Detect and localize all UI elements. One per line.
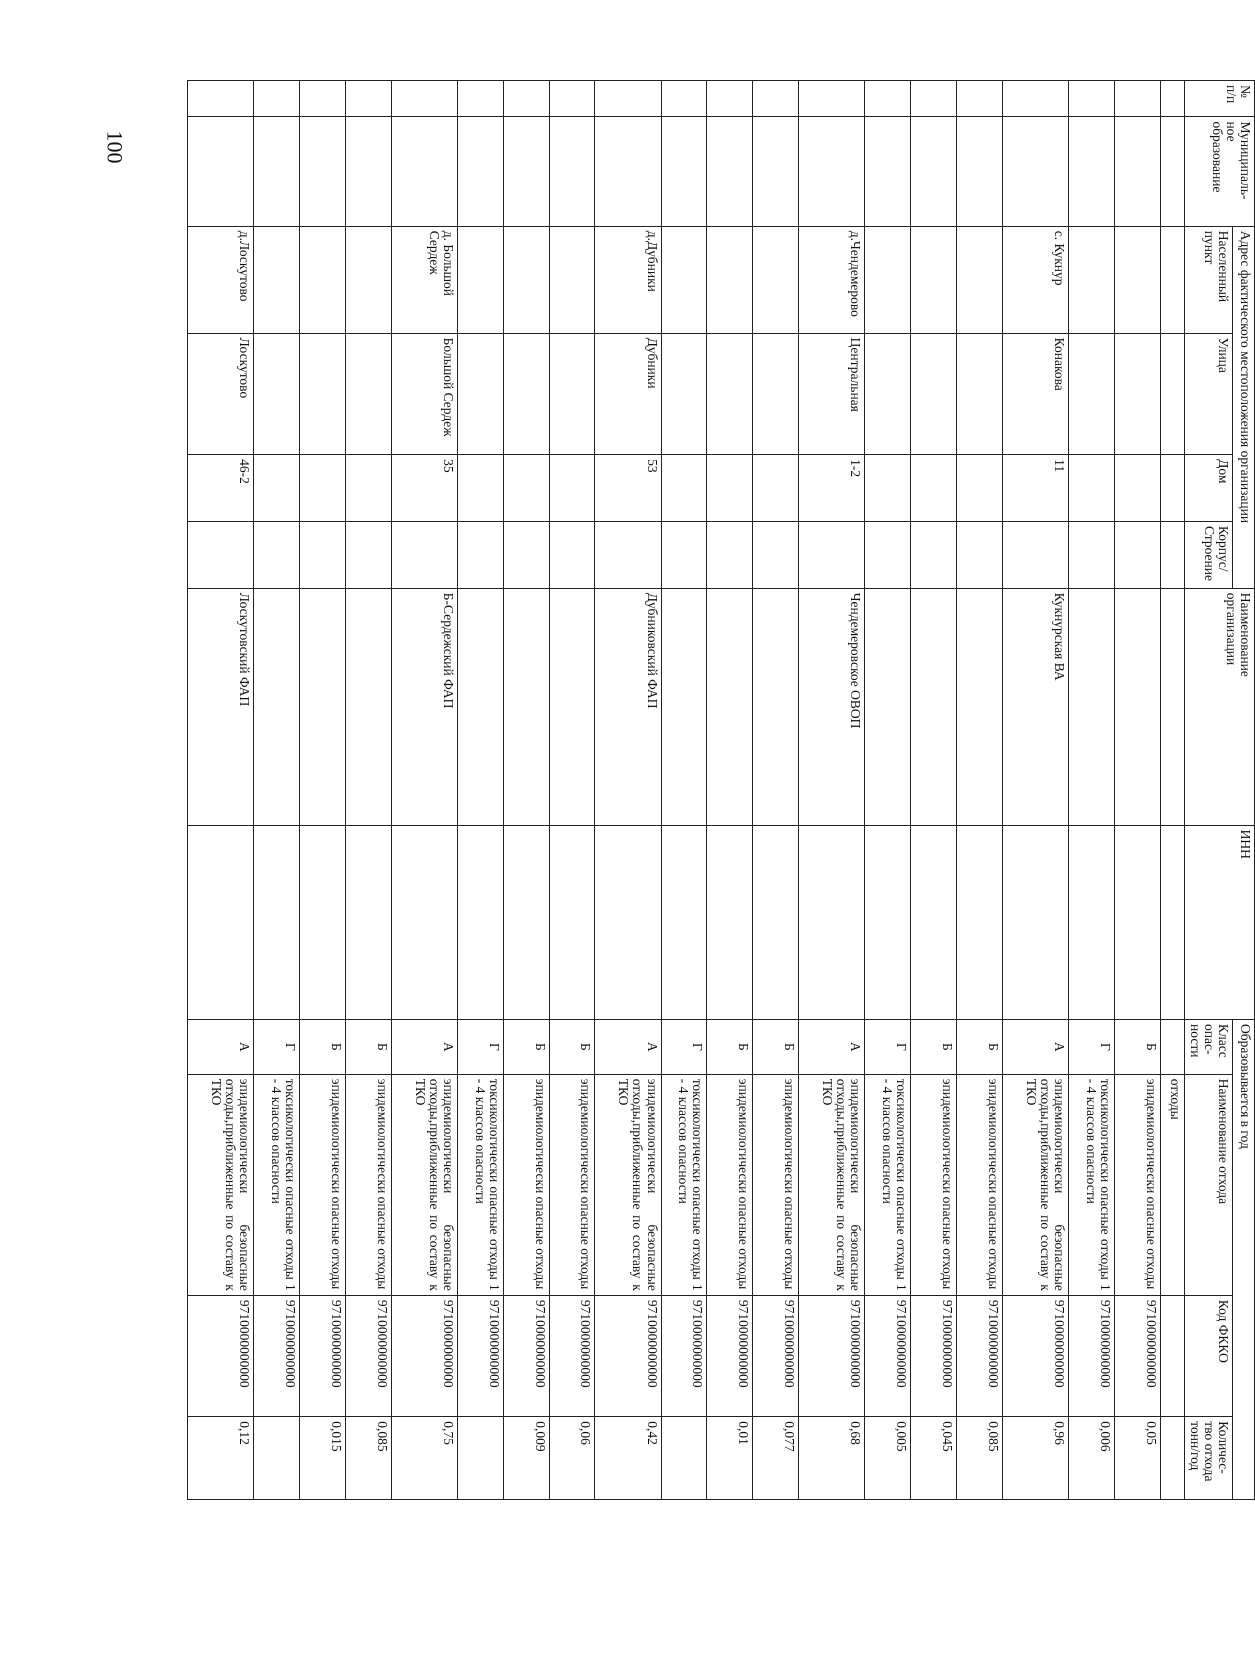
- cell-empty: [345, 117, 391, 226]
- cell-building: [549, 521, 595, 588]
- header-org-name: Наименование организации: [1185, 588, 1255, 825]
- cell-waste-name: эпидемиологически опасные отходы: [707, 1074, 753, 1295]
- cell-house: [956, 455, 1002, 522]
- header-municipality: Муниципаль- ное образование: [1185, 117, 1255, 226]
- header-waste-group: Образовывается в год: [1233, 1020, 1255, 1500]
- cell-settlement: [865, 226, 911, 333]
- cell-org: [1160, 588, 1184, 825]
- cell-empty: [911, 825, 957, 1019]
- cell-building: [457, 521, 503, 588]
- cell-amount: 0,009: [503, 1417, 549, 1500]
- cell-waste-name: эпидемиологически безопасные отходы,приближенные по составу к ТКО: [799, 1074, 865, 1295]
- header-address-group: Адрес фактического местоположения организации: [1233, 226, 1255, 588]
- cell-settlement: д.Дубники: [595, 226, 661, 333]
- cell-empty: [1114, 825, 1160, 1019]
- cell-settlement: д. Большой Сердеж: [391, 226, 457, 333]
- cell-amount: 0,75: [391, 1417, 457, 1500]
- cell-building: [188, 521, 254, 588]
- cell-empty: [865, 825, 911, 1019]
- cell-empty: [799, 117, 865, 226]
- cell-empty: [707, 825, 753, 1019]
- table-row: [188, 81, 254, 1500]
- cell-street: [753, 333, 799, 454]
- cell-empty: [391, 825, 457, 1019]
- cell-street: [911, 333, 957, 454]
- header-street: Улица: [1185, 333, 1233, 454]
- cell-building: [865, 521, 911, 588]
- cell-empty: [549, 117, 595, 226]
- cell-street: [300, 333, 346, 454]
- cell-hazard-class: Б: [300, 1020, 346, 1075]
- cell-amount: 0,006: [1068, 1417, 1114, 1500]
- cell-building: [1002, 521, 1068, 588]
- cell-org: [661, 588, 707, 825]
- cell-empty: [391, 81, 457, 117]
- cell-empty: [300, 825, 346, 1019]
- cell-waste-name: токсикологически опасные отходы 1 - 4 классов опасности: [254, 1074, 300, 1295]
- table-row: [865, 81, 911, 1500]
- cell-waste-name: эпидемиологически опасные отходы: [911, 1074, 957, 1295]
- cell-amount: [1160, 1417, 1184, 1500]
- cell-amount: 0,96: [1002, 1417, 1068, 1500]
- cell-empty: [1002, 117, 1068, 226]
- cell-empty: [707, 117, 753, 226]
- cell-house: [911, 455, 957, 522]
- cell-amount: [457, 1417, 503, 1500]
- cell-org: [707, 588, 753, 825]
- cell-empty: [1160, 81, 1184, 117]
- cell-house: [300, 455, 346, 522]
- cell-street: Центральная: [799, 333, 865, 454]
- cell-hazard-class: Г: [254, 1020, 300, 1075]
- cell-amount: 0,077: [753, 1417, 799, 1500]
- cell-empty: [799, 81, 865, 117]
- cell-hazard-class: Б: [1114, 1020, 1160, 1075]
- cell-house: [865, 455, 911, 522]
- cell-org: Кукнурская ВА: [1002, 588, 1068, 825]
- cell-street: [1160, 333, 1184, 454]
- cell-empty: [865, 81, 911, 117]
- cell-fkko: 9710000000000: [661, 1295, 707, 1416]
- cell-hazard-class: Г: [661, 1020, 707, 1075]
- table-row: [457, 81, 503, 1500]
- cell-waste-name: эпидемиологически безопасные отходы,приближенные по составу к ТКО: [1002, 1074, 1068, 1295]
- cell-empty: [345, 81, 391, 117]
- cell-hazard-class: Г: [865, 1020, 911, 1075]
- cell-amount: 0,06: [549, 1417, 595, 1500]
- cell-empty: [753, 825, 799, 1019]
- cell-house: 35: [391, 455, 457, 522]
- cell-building: [503, 521, 549, 588]
- cell-amount: 0,68: [799, 1417, 865, 1500]
- cell-empty: [300, 81, 346, 117]
- cell-building: [799, 521, 865, 588]
- cell-settlement: с. Кукнур: [1002, 226, 1068, 333]
- cell-org: [865, 588, 911, 825]
- cell-empty: [911, 117, 957, 226]
- cell-amount: 0,085: [345, 1417, 391, 1500]
- cell-building: [595, 521, 661, 588]
- cell-waste-name: эпидемиологически безопасные отходы,приближенные по составу к ТКО: [188, 1074, 254, 1295]
- table-row: [345, 81, 391, 1500]
- cell-house: [549, 455, 595, 522]
- cell-fkko: 9710000000000: [300, 1295, 346, 1416]
- document-sheet: [187, 80, 1255, 1500]
- header-inn: ИНН: [1185, 825, 1255, 1019]
- cell-empty: [391, 117, 457, 226]
- cell-waste-name: эпидемиологически безопасные отходы,приближенные по составу к ТКО: [391, 1074, 457, 1295]
- cell-settlement: [254, 226, 300, 333]
- cell-building: [661, 521, 707, 588]
- cell-empty: [1160, 825, 1184, 1019]
- cell-house: 11: [1002, 455, 1068, 522]
- header-house: Дом: [1185, 455, 1233, 522]
- table-header: [1185, 81, 1255, 1500]
- cell-amount: 0,12: [188, 1417, 254, 1500]
- header-fkko: Код ФККО: [1185, 1295, 1233, 1416]
- cell-fkko: 9710000000000: [549, 1295, 595, 1416]
- header-building: Корпус/ Строение: [1185, 521, 1233, 588]
- cell-empty: [1002, 825, 1068, 1019]
- cell-fkko: 9710000000000: [254, 1295, 300, 1416]
- cell-settlement: [457, 226, 503, 333]
- table-row: [661, 81, 707, 1500]
- cell-hazard-class: А: [188, 1020, 254, 1075]
- cell-street: [254, 333, 300, 454]
- cell-hazard-class: А: [799, 1020, 865, 1075]
- cell-settlement: [549, 226, 595, 333]
- cell-street: Большой Сердеж: [391, 333, 457, 454]
- cell-street: Дубники: [595, 333, 661, 454]
- cell-empty: [956, 825, 1002, 1019]
- cell-amount: 0,045: [911, 1417, 957, 1500]
- cell-empty: [254, 825, 300, 1019]
- cell-empty: [1114, 117, 1160, 226]
- header-amount: Количес- тво отхода тонн/год: [1185, 1417, 1233, 1500]
- cell-waste-name: эпидемиологически опасные отходы: [549, 1074, 595, 1295]
- cell-building: [345, 521, 391, 588]
- cell-empty: [457, 117, 503, 226]
- cell-fkko: 9710000000000: [1068, 1295, 1114, 1416]
- cell-hazard-class: А: [391, 1020, 457, 1075]
- table-row: [549, 81, 595, 1500]
- table-row: [503, 81, 549, 1500]
- cell-hazard-class: Б: [956, 1020, 1002, 1075]
- cell-fkko: 9710000000000: [799, 1295, 865, 1416]
- cell-building: [391, 521, 457, 588]
- cell-empty: [799, 825, 865, 1019]
- cell-amount: 0,085: [956, 1417, 1002, 1500]
- cell-street: [1114, 333, 1160, 454]
- cell-org: Лоскутовский ФАП: [188, 588, 254, 825]
- table-row: [595, 81, 661, 1500]
- cell-empty: [1068, 117, 1114, 226]
- cell-org: [1068, 588, 1114, 825]
- cell-empty: [254, 81, 300, 117]
- table-row: [753, 81, 799, 1500]
- cell-settlement: [345, 226, 391, 333]
- cell-building: [911, 521, 957, 588]
- cell-empty: [595, 81, 661, 117]
- cell-building: [707, 521, 753, 588]
- cell-empty: [188, 117, 254, 226]
- cell-fkko: 9710000000000: [1002, 1295, 1068, 1416]
- cell-street: [956, 333, 1002, 454]
- cell-hazard-class: [1160, 1020, 1184, 1075]
- cell-hazard-class: Б: [503, 1020, 549, 1075]
- cell-empty: [956, 117, 1002, 226]
- cell-amount: 0,01: [707, 1417, 753, 1500]
- cell-waste-name: эпидемиологически опасные отходы: [1114, 1074, 1160, 1295]
- cell-org: Б-Сердежский ФАП: [391, 588, 457, 825]
- cell-settlement: [911, 226, 957, 333]
- cell-fkko: 9710000000000: [707, 1295, 753, 1416]
- cell-empty: [753, 81, 799, 117]
- cell-waste-name: эпидемиологически безопасные отходы,приближенные по составу к ТКО: [595, 1074, 661, 1295]
- cell-building: [300, 521, 346, 588]
- cell-hazard-class: А: [595, 1020, 661, 1075]
- cell-fkko: 9710000000000: [188, 1295, 254, 1416]
- cell-street: [707, 333, 753, 454]
- cell-empty: [254, 117, 300, 226]
- cell-street: Лоскутово: [188, 333, 254, 454]
- table-row: [254, 81, 300, 1500]
- cell-house: [503, 455, 549, 522]
- cell-org: [300, 588, 346, 825]
- cell-fkko: 9710000000000: [391, 1295, 457, 1416]
- cell-fkko: 9710000000000: [865, 1295, 911, 1416]
- cell-fkko: 9710000000000: [956, 1295, 1002, 1416]
- cell-org: Дубниковский ФАП: [595, 588, 661, 825]
- cell-street: Конакова: [1002, 333, 1068, 454]
- cell-fkko: 9710000000000: [1114, 1295, 1160, 1416]
- cell-waste-name: эпидемиологически опасные отходы: [345, 1074, 391, 1295]
- cell-settlement: д.Чендемерово: [799, 226, 865, 333]
- cell-hazard-class: Г: [1068, 1020, 1114, 1075]
- cell-empty: [595, 825, 661, 1019]
- cell-house: 46-2: [188, 455, 254, 522]
- cell-house: [254, 455, 300, 522]
- table-row: [1068, 81, 1114, 1500]
- header-num: № п/п: [1185, 81, 1255, 117]
- cell-empty: [345, 825, 391, 1019]
- cell-empty: [661, 117, 707, 226]
- cell-house: [457, 455, 503, 522]
- cell-empty: [911, 81, 957, 117]
- table-row: [911, 81, 957, 1500]
- cell-amount: 0,05: [1114, 1417, 1160, 1500]
- header-settlement: Населенный пункт: [1185, 226, 1233, 333]
- cell-empty: [1068, 81, 1114, 117]
- cell-empty: [549, 81, 595, 117]
- cell-empty: [549, 825, 595, 1019]
- cell-settlement: [1160, 226, 1184, 333]
- table-row: [1114, 81, 1160, 1500]
- cell-empty: [457, 81, 503, 117]
- cell-org: [503, 588, 549, 825]
- table-row: [956, 81, 1002, 1500]
- cell-street: [457, 333, 503, 454]
- cell-street: [503, 333, 549, 454]
- cell-building: [1160, 521, 1184, 588]
- cell-empty: [865, 117, 911, 226]
- cell-hazard-class: А: [1002, 1020, 1068, 1075]
- cell-fkko: 9710000000000: [345, 1295, 391, 1416]
- cell-building: [254, 521, 300, 588]
- cell-house: [707, 455, 753, 522]
- cell-fkko: 9710000000000: [503, 1295, 549, 1416]
- cell-org: [345, 588, 391, 825]
- cell-empty: [457, 825, 503, 1019]
- cell-building: [956, 521, 1002, 588]
- cell-org: [1114, 588, 1160, 825]
- cell-empty: [1160, 117, 1184, 226]
- cell-org: [753, 588, 799, 825]
- cell-empty: [661, 81, 707, 117]
- cell-empty: [188, 825, 254, 1019]
- cell-org: [911, 588, 957, 825]
- cell-street: [345, 333, 391, 454]
- cell-empty: [503, 81, 549, 117]
- cell-fkko: 9710000000000: [911, 1295, 957, 1416]
- cell-settlement: [1068, 226, 1114, 333]
- cell-empty: [753, 117, 799, 226]
- cell-waste-name: эпидемиологически опасные отходы: [300, 1074, 346, 1295]
- cell-hazard-class: Г: [457, 1020, 503, 1075]
- cell-house: 1-2: [799, 455, 865, 522]
- header-hazard-class: Класс опас- ности: [1185, 1020, 1233, 1075]
- cell-settlement: [753, 226, 799, 333]
- page-number: 100: [102, 130, 128, 164]
- cell-org: [549, 588, 595, 825]
- cell-street: [1068, 333, 1114, 454]
- cell-amount: 0,005: [865, 1417, 911, 1500]
- cell-settlement: [707, 226, 753, 333]
- cell-street: [549, 333, 595, 454]
- cell-org: [457, 588, 503, 825]
- cell-org: [956, 588, 1002, 825]
- cell-waste-name: эпидемиологически опасные отходы: [753, 1074, 799, 1295]
- cell-house: [1068, 455, 1114, 522]
- cell-house: [753, 455, 799, 522]
- cell-hazard-class: Б: [753, 1020, 799, 1075]
- cell-waste-name: токсикологически опасные отходы 1 - 4 классов опасности: [661, 1074, 707, 1295]
- cell-empty: [1068, 825, 1114, 1019]
- cell-empty: [1002, 81, 1068, 117]
- cell-empty: [595, 117, 661, 226]
- cell-house: [1114, 455, 1160, 522]
- cell-settlement: д.Лоскутово: [188, 226, 254, 333]
- table-row: [300, 81, 346, 1500]
- cell-street: [865, 333, 911, 454]
- cell-empty: [707, 81, 753, 117]
- table-row: [1160, 81, 1184, 1500]
- cell-house: [1160, 455, 1184, 522]
- cell-empty: [503, 825, 549, 1019]
- cell-waste-name: отходы: [1160, 1074, 1184, 1295]
- cell-settlement: [503, 226, 549, 333]
- table-row: [1002, 81, 1068, 1500]
- cell-settlement: [1114, 226, 1160, 333]
- cell-building: [1068, 521, 1114, 588]
- cell-org: Чендемеровское ОВОП: [799, 588, 865, 825]
- cell-waste-name: токсикологически опасные отходы 1 - 4 классов опасности: [865, 1074, 911, 1295]
- cell-amount: [661, 1417, 707, 1500]
- table-row: [799, 81, 865, 1500]
- table-row: [391, 81, 457, 1500]
- header-waste-name: Наименование отхода: [1185, 1074, 1233, 1295]
- cell-empty: [503, 117, 549, 226]
- cell-waste-name: эпидемиологически опасные отходы: [956, 1074, 1002, 1295]
- cell-amount: [254, 1417, 300, 1500]
- cell-house: 53: [595, 455, 661, 522]
- waste-table: [187, 80, 1255, 1500]
- cell-hazard-class: Б: [707, 1020, 753, 1075]
- rotated-table-wrapper: [187, 80, 1255, 1500]
- cell-street: [661, 333, 707, 454]
- cell-empty: [300, 117, 346, 226]
- cell-fkko: 9710000000000: [457, 1295, 503, 1416]
- cell-settlement: [661, 226, 707, 333]
- cell-hazard-class: Б: [549, 1020, 595, 1075]
- cell-settlement: [956, 226, 1002, 333]
- cell-house: [661, 455, 707, 522]
- cell-amount: 0,015: [300, 1417, 346, 1500]
- cell-empty: [956, 81, 1002, 117]
- cell-amount: 0,42: [595, 1417, 661, 1500]
- cell-empty: [661, 825, 707, 1019]
- table-row: [707, 81, 753, 1500]
- cell-empty: [1114, 81, 1160, 117]
- cell-waste-name: токсикологически опасные отходы 1 - 4 классов опасности: [457, 1074, 503, 1295]
- cell-empty: [188, 81, 254, 117]
- cell-waste-name: эпидемиологически опасные отходы: [503, 1074, 549, 1295]
- cell-hazard-class: Б: [345, 1020, 391, 1075]
- cell-building: [1114, 521, 1160, 588]
- cell-house: [345, 455, 391, 522]
- cell-waste-name: токсикологически опасные отходы 1 - 4 классов опасности: [1068, 1074, 1114, 1295]
- cell-building: [753, 521, 799, 588]
- cell-fkko: [1160, 1295, 1184, 1416]
- table-body: [188, 81, 1185, 1500]
- cell-hazard-class: Б: [911, 1020, 957, 1075]
- cell-settlement: [300, 226, 346, 333]
- cell-fkko: 9710000000000: [595, 1295, 661, 1416]
- cell-org: [254, 588, 300, 825]
- cell-fkko: 9710000000000: [753, 1295, 799, 1416]
